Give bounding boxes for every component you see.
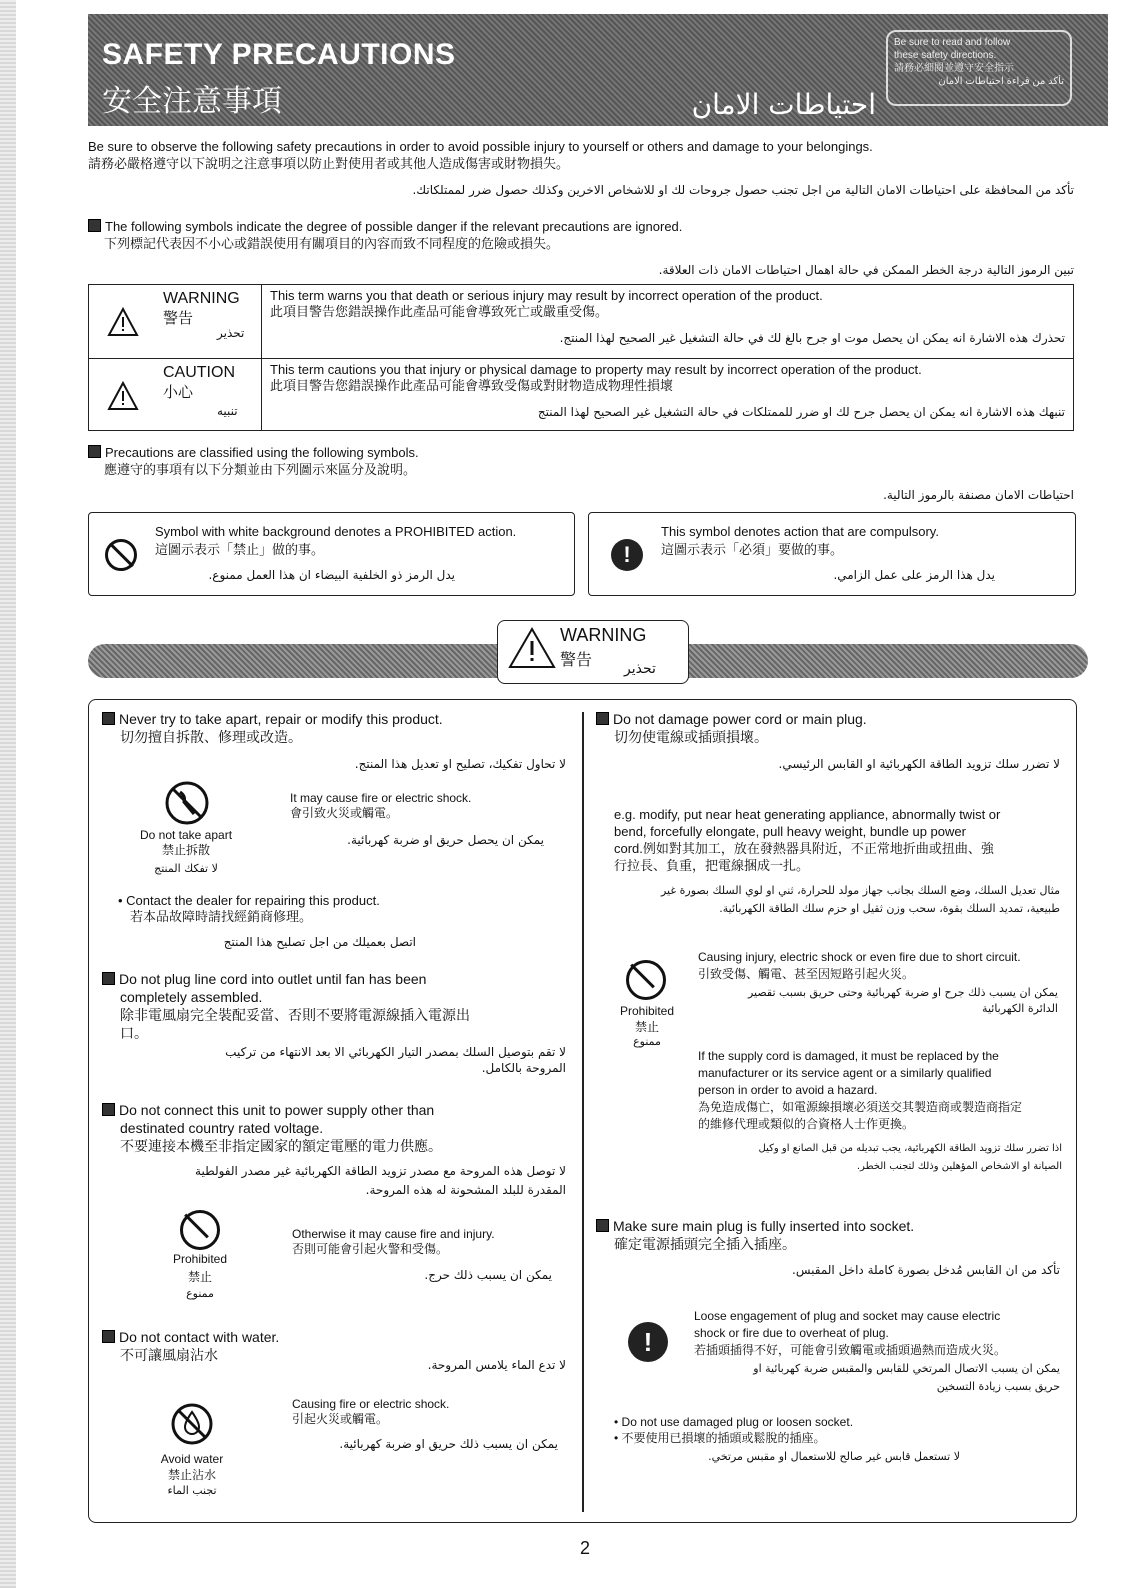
warning-desc-cell [262,285,1074,359]
left-s3-cap-zh: 禁止 [187,1270,212,1284]
bullet-square-icon [596,712,609,725]
left-s2-ar2: المروحة بالكامل. [481,1061,566,1075]
left-s3-risk-en: Otherwise it may cause fire and injury. [292,1227,495,1241]
caution-label-en: CAUTION [163,364,235,381]
left-s4-ar: لا تدع الماء يلامس المروحة. [427,1358,566,1372]
left-s2-zh1: 除非電風扇完全裝配妥當、否則不要將電源線插入電源出 [120,1007,470,1023]
title-en: SAFETY PRECAUTIONS [102,38,456,71]
left-s4-risk-zh: 引起火災或觸電。 [292,1412,389,1426]
exclamation-icon: ! [611,539,643,571]
bullet-square-icon [596,1219,609,1232]
left-s3-ar2: المقدرة للبلد المشحونة له هذه المروحة. [365,1183,566,1197]
left-s1-cap-zh: 禁止拆散 [161,843,210,857]
intro-zh: 請務必嚴格遵守以下說明之注意事項以防止對使用者或其他人造成傷害或財物損失。 [88,156,570,171]
warning-triangle-icon [508,627,556,669]
left-s1-bullet-ar: اتصل بعميلك من اجل تصليح هذا المنتج [223,935,416,949]
left-s4-risk-en: Causing fire or electric shock. [292,1397,450,1411]
left-s1-risk-ar: يمكن ان يحصل حريق او ضربة كهربائية. [347,833,544,847]
exclamation-icon: ! [628,1322,668,1362]
compulsory-ar: يدل هذا الرمز على عمل الزامي. [833,568,995,582]
left-s1-risk-en: It may cause fire or electric shock. [290,791,472,805]
right-s1-eg-en4: 行拉長、負重，把電線捆成一扎。 [614,858,810,873]
left-s4-risk-ar: يمكن ان يسبب ذلك حريق او ضربة كهربائية. [339,1437,558,1451]
page-header [88,14,1108,126]
compulsory-en: This symbol denotes action that are compulsory. [661,524,939,539]
prohibited-icon [180,1210,220,1250]
left-s2-ar1: لا تقم بتوصيل السلك بمصدر التيار الكهربائي الا بعد الانتهاء من تركيب [225,1045,566,1059]
bullet-square-icon [102,972,115,985]
right-s2-bullet-en-text: Do not use damaged plug or loosen socket. [621,1415,854,1429]
header-note-line: تأكد من قراءة احتياطات الامان [938,76,1064,87]
caution-label-cell [89,359,262,431]
right-s1-supply-en3: person in order to avoid a hazard. [698,1083,878,1097]
right-s1-en-text: Do not damage power cord or main plug. [613,711,867,727]
right-s2-risk-ar1: يمكن ان يسبب الاتصال المرتخي للقابس والمقبس ضربة كهربائية او [753,1362,1060,1375]
caution-triangle-icon [107,381,139,411]
header-note [886,30,1072,106]
banner-zh: 警告 [560,652,593,669]
left-s2-en1-text: Do not plug line cord into outlet until fan has been [119,971,427,987]
left-s1-bullet-zh: 若本品故障時請找經銷商修理。 [130,909,313,924]
left-s3-zh: 不要連接本機至非指定國家的額定電壓的電力供應。 [120,1138,442,1154]
right-s1-risk-en: Causing injury, electric shock or even fire due to short circuit. [698,950,1021,964]
left-s1-cap-en: Do not take apart [139,828,233,842]
degree-zh: 下列標記代表因不小心或錯誤使用有關項目的內容而致不同程度的危險或損失。 [104,236,560,251]
caution-desc-ar: تنبهك هذه الاشارة انه يمكن ان يحصل جرح لك او ضرر للممتلكات في حالة التشغيل غير الصحيح لهذا المنتج [537,405,1065,419]
prohibited-en: Symbol with white background denotes a PROHIBITED action. [155,524,517,539]
right-s2-risk-en2: shock or fire due to overheat of plug. [694,1326,889,1340]
intro-en: Be sure to observe the following safety precautions in order to avoid possible injury to yourself or others and damage to your belongings. [88,139,873,154]
left-s3-en2: destinated country rated voltage. [120,1120,324,1136]
right-s2-bullet-zh: • 不要使用已損壞的插頭或鬆脫的插座。 [614,1431,826,1445]
intro-ar: تأكد من المحافظة على احتياطات الامان التالية من اجل تجنب حصول جروحات لك او للاشخاص الاخرين وكذلك حصول ضرر لممتلكاتك. [412,183,1074,197]
caution-desc-en: This term cautions you that injury or physical damage to property may result by incorrect operation of the product. [270,362,922,377]
left-s1-zh: 切勿擅自拆散、修理或改造。 [120,729,302,745]
right-s1-cap-ar: ممنوع [633,1035,661,1048]
caution-desc-zh: 此項目警告您錯誤操作此產品可能會導致受傷或對財物造成物理性損壞 [270,378,674,393]
prohibited-icon [105,539,137,571]
right-s1-zh: 切勿使電線或插頭損壞。 [614,729,768,745]
left-s1-en-text: Never try to take apart, repair or modify this product. [119,711,443,727]
right-s2-risk-ar2: حريق بسبب زيادة التسخين [936,1380,1060,1393]
bullet-square-icon [102,712,115,725]
right-s1-cap-zh: 禁止 [634,1020,659,1034]
left-s3-ar1: لا توصل هذه المروحة مع مصدر تزويد الطاقة الكهربائية غير مصدر الفولطية [195,1164,566,1178]
right-s1-eg-en3: cord.例如對其加工，放在發熱器具附近，不正常地折曲或扭曲、強 [614,841,994,856]
right-s2-en-text: Make sure main plug is fully inserted into socket. [613,1218,915,1234]
left-s1-ar: لا تحاول تفكيك، تصليح او تعديل هذا المنتج. [354,757,566,771]
warning-desc-en: This term warns you that death or serious injury may result by incorrect operation of the product. [270,288,823,303]
no-disassembly-icon [164,780,210,826]
right-s1-supply-ar2: الصيانة او الاشخاص المؤهلين وذلك لتجنب الخطر. [856,1161,1062,1172]
right-s2-risk-zh: 若插頭插得不好，可能會引致觸電或插頭過熱而造成火災。 [694,1343,1007,1357]
left-s4-cap-ar: تجنب الماء [167,1484,217,1497]
right-s1-en [596,711,1066,728]
caution-label-zh: 小心 [163,384,194,401]
degree-en-text: The following symbols indicate the degree of possible danger if the relevant precautions are ignored. [105,219,683,234]
right-s1-supply-en2: manufacturer or its service agent or a similarly qualified [698,1066,992,1080]
right-s1-supply-zh2: 的維修代理或類似的合資格人士作更換。 [698,1117,915,1131]
warning-label-en: WARNING [163,290,240,307]
right-s1-eg-en2: bend, forcefully elongate, pull heavy weight, bundle up power [614,824,966,839]
prohibited-symbol-box [88,512,575,596]
right-s1-supply-ar1: اذا تضرر سلك تزويد الطاقة الكهربائية، يجب تبديله من قبل الصانع او وكيل [758,1143,1062,1154]
warning-banner-label [497,620,689,684]
right-s1-eg-en1: e.g. modify, put near heat generating appliance, abnormally twist or [614,807,1001,822]
right-s1-eg-ar1: مثال تعديل السلك، وضع السلك بجانب جهاز مولد للحرارة، ثني او لوي السلك بصورة غير [660,884,1060,897]
degree-table [88,284,1074,431]
degree-ar: تبين الرموز التالية درجة الخطر الممكن في حالة اهمال احتياطات الامان ذات العلاقة. [658,263,1074,277]
page-number: 2 [579,1538,590,1558]
left-s3-risk-zh: 否則可能會引起火警和受傷。 [292,1242,449,1256]
prohibited-zh: 這圖示表示「禁止」做的事。 [155,542,325,557]
left-s3-en1 [102,1102,572,1119]
caution-desc-cell [262,359,1074,431]
left-s4-zh: 不可讓風扇沾水 [120,1347,218,1363]
right-s1-risk-zh: 引致受傷、觸電、甚至因短路引起火災。 [698,967,915,981]
right-s2-zh: 確定電源插頭完全插入插座。 [614,1236,796,1252]
left-s4-cap-zh: 禁止沾水 [167,1468,216,1482]
left-s2-en1 [102,971,572,988]
left-s4-en-text: Do not contact with water. [119,1329,280,1345]
left-s4-cap-en: Avoid water [160,1452,224,1466]
left-s3-cap-ar: ممنوع [186,1287,214,1300]
right-s2-bullet-ar: لا تستعمل قابس غير صالح للاستعمال او مقبس مرتخي. [708,1450,960,1463]
right-s2-ar: تأكد من ان القابس مُدخل بصورة كاملة داخل المقبس. [792,1263,1060,1277]
left-s1-bullet-en: • Contact the dealer for repairing this product. [118,893,380,908]
classified-en [88,444,1078,461]
avoid-water-icon [170,1402,214,1446]
column-divider [582,712,584,1512]
bullet-square-icon [88,219,101,232]
scan-edge [0,0,16,1588]
prohibited-ar: يدل الرمز ذو الخلفية البيضاء ان هذا العمل ممنوع. [208,568,455,582]
compulsory-symbol-box [588,512,1076,596]
bullet-square-icon [102,1330,115,1343]
warning-label-ar: تحذير [217,326,245,340]
title-zh: 安全注意事項 [102,84,282,119]
header-note-line: 請務必細閱並遵守安全指示 [894,63,1014,74]
left-s3-cap-en: Prohibited [172,1252,228,1266]
right-s1-eg-ar2: طبيعية، تمديد السلك بقوة، سحب وزن ثقيل او حزم سلك الطاقة الكهربائية. [719,902,1060,915]
bullet-square-icon [102,1103,115,1116]
bullet-square-icon [88,445,101,458]
left-s2-en2: completely assembled. [120,989,263,1005]
warning-label-zh: 警告 [163,310,194,327]
header-note-line: these safety directions. [894,50,997,61]
left-s1-bullet-en-text: Contact the dealer for repairing this product. [126,893,380,908]
right-s2-en [596,1218,1066,1235]
right-s1-cap-en: Prohibited [619,1004,675,1018]
right-s2-bullet-en: • Do not use damaged plug or loosen socket. [614,1415,854,1429]
degree-en [88,218,1078,235]
right-s2-bullet-zh-text: 不要使用已損壞的插頭或鬆脫的插座。 [621,1431,826,1445]
classified-ar: احتياطات الامان مصنفة بالرموز التالية. [883,488,1074,502]
left-s4-en [102,1329,572,1346]
warning-desc-ar: تحذرك هذه الاشارة انه يمكن ان يحصل موت او جرح بالغ لك في حالة التشغيل غير الصحيح لهذا المنتج. [559,331,1065,345]
prohibited-icon [626,960,666,1000]
right-s1-risk-ar1: يمكن ان يسبب ذلك جرح او ضربة كهربائية وحتى حريق بسبب تقصير [747,986,1058,999]
warning-label-cell [89,285,262,359]
header-note-line: Be sure to read and follow [894,37,1011,48]
left-s1-en [102,711,572,728]
banner-en: WARNING [560,625,647,645]
left-s1-risk-zh: 會引致火災或觸電。 [290,806,399,820]
title-ar: احتياطات الامان [691,88,876,121]
compulsory-zh: 這圖示表示「必須」要做的事。 [661,542,844,557]
caution-label-ar: تنبيه [217,404,238,418]
left-s3-en1-text: Do not connect this unit to power supply other than [119,1102,435,1118]
warning-triangle-icon [107,307,139,337]
classified-en-text: Precautions are classified using the following symbols. [105,445,419,460]
warning-desc-zh: 此項目警告您錯誤操作此產品可能會導致死亡或嚴重受傷。 [270,304,609,319]
right-s1-supply-en1: If the supply cord is damaged, it must be replaced by the [698,1049,999,1063]
right-s1-ar: لا تضرر سلك تزويد الطاقة الكهربائية او القابس الرئيسي. [778,757,1060,771]
left-s3-risk-ar: يمكن ان يسبب ذلك حرج. [424,1268,552,1282]
right-s1-supply-zh1: 為免造成傷亡，如電源線損壞必須送交其製造商或製造商指定 [698,1100,1023,1114]
classified-zh: 應遵守的事項有以下分類並由下列圖示來區分及說明。 [104,462,417,477]
right-s2-risk-en1: Loose engagement of plug and socket may cause electric [694,1309,1001,1323]
right-s1-risk-ar2: الدائرة الكهربائية [982,1002,1058,1015]
left-s1-cap-ar: لا تفكك المنتج [154,862,218,875]
left-s2-zh2: 口。 [120,1025,148,1041]
banner-ar: تحذير [624,661,656,677]
